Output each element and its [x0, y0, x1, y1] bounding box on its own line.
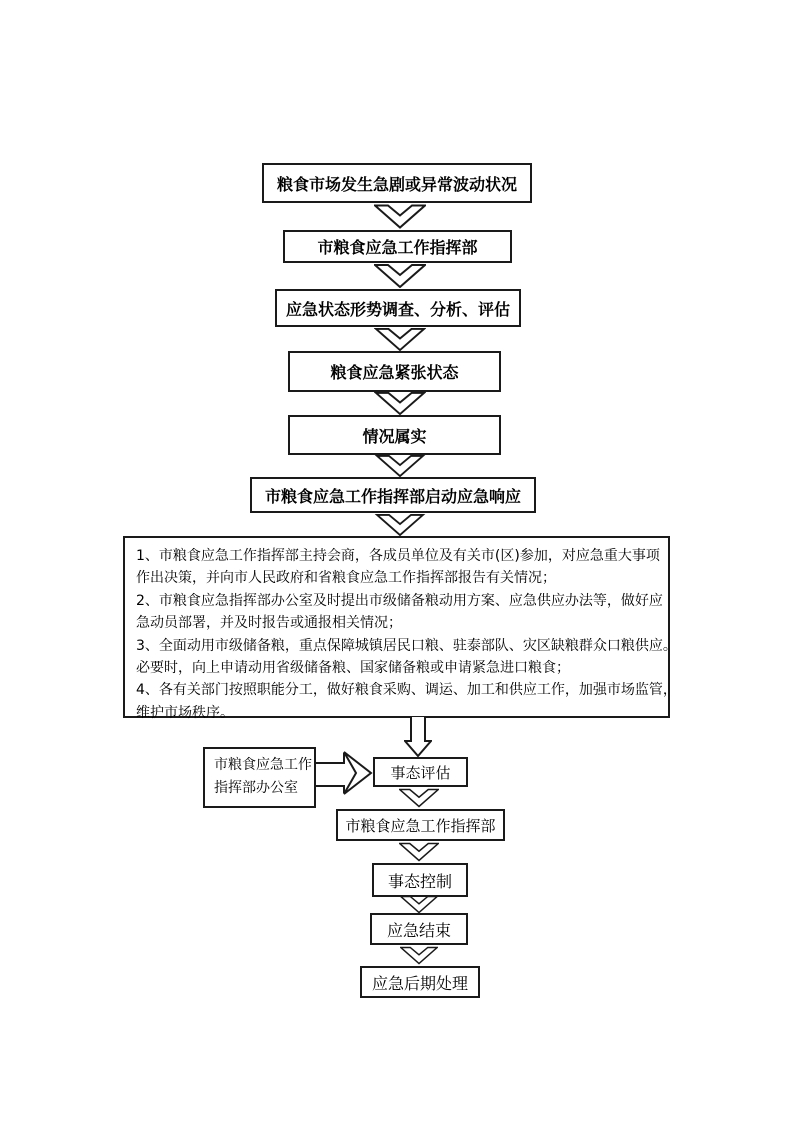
down-block-arrow-icon — [404, 716, 432, 757]
down-chevron-arrow-icon — [374, 328, 426, 351]
flow-box-evaluation: 事态评估 — [373, 757, 468, 787]
measures-line: 维护市场秩序。 — [136, 704, 234, 721]
flow-box-situation-confirmed: 情况属实 — [288, 415, 501, 455]
measures-line: 1、市粮食应急工作指挥部主持会商，各成员单位及有关市(区)参加，对应急重大事项 — [136, 548, 660, 564]
right-chevron-arrow-icon — [314, 744, 374, 802]
down-chevron-arrow-icon — [400, 945, 438, 966]
flow-box-market-event: 粮食市场发生急剧或异常波动状况 — [262, 163, 532, 203]
flow-box-investigation: 应急状态形势调查、分析、评估 — [275, 289, 521, 327]
down-chevron-arrow-icon — [374, 455, 426, 477]
flow-box-tension-state: 粮食应急紧张状态 — [288, 351, 501, 392]
measures-line: 急动员部署，并及时报告或通报相关情况； — [136, 615, 402, 632]
down-chevron-arrow-icon — [399, 841, 439, 863]
measures-line: 3、全面动用市级储备粮，重点保障城镇居民口粮、驻泰部队、灾区缺粮群众口粮供应。 — [136, 637, 677, 654]
flow-box-finish: 应急结束 — [370, 913, 468, 945]
measures-line: 作出决策，并向市人民政府和省粮食应急工作指挥部报告有关情况； — [136, 570, 556, 587]
flow-box-command-hq: 市粮食应急工作指挥部 — [283, 230, 512, 263]
measures-line: 必要时，向上申请动用省级储备粮、国家储备粮或申请紧急进口粮食； — [136, 660, 570, 677]
down-chevron-arrow-icon — [374, 392, 426, 415]
down-chevron-arrow-icon — [374, 264, 426, 288]
flow-box-response-measures — [123, 536, 677, 721]
flow-box-command-hq-2: 市粮食应急工作指挥部 — [336, 809, 505, 841]
flow-box-control: 事态控制 — [372, 863, 468, 897]
down-chevron-arrow-icon — [374, 514, 426, 536]
measures-line: 4、各有关部门按照职能分工，做好粮食采购、调运、加工和供应工作，加强市场监管， — [136, 682, 677, 699]
down-chevron-arrow-icon — [374, 204, 426, 229]
down-chevron-arrow-icon — [399, 787, 439, 809]
hq-office-line: 指挥部办公室 — [214, 780, 298, 796]
hq-office-line: 市粮食应急工作 — [214, 757, 312, 773]
flow-box-activate-response: 市粮食应急工作指挥部启动应急响应 — [250, 477, 536, 513]
measures-line: 2、市粮食应急指挥部办公室及时提出市级储备粮动用方案、应急供应办法等，做好应 — [136, 592, 663, 609]
flow-box-hq-office — [203, 747, 316, 808]
flow-box-aftermath: 应急后期处理 — [360, 966, 480, 998]
down-chevron-arrow-icon — [400, 895, 438, 914]
